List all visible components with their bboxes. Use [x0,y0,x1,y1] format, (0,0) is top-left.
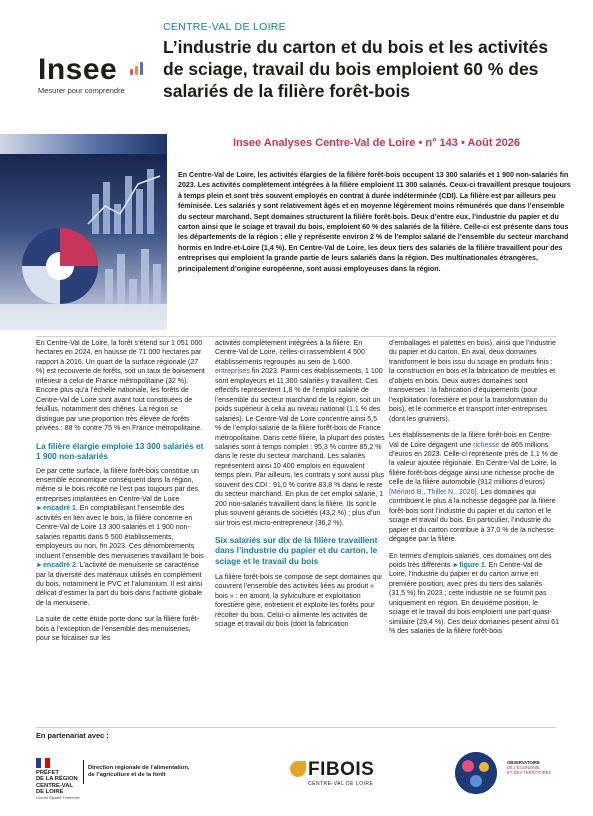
charts-illustration-icon [0,154,167,330]
summary-text: En Centre-Val de Loire, les activités élargies de la filière forêt-bois occupent 13 300 salariés et 1 900 non-salariés fin 2023. Les activités complètement intégrées à la filière emploient 11 300 salariés. Ceux-ci travaillent presque toujours à temps plein et sont très souvent employés en contrat à durée indéterminée (CDI). La filière est par ailleurs peu féminisée. Les salariés y sont relativement âgés et en moyenne légèrement moins rémunérés que dans l’ensemble du secteur marchand. Sept domaines structurent la filière forêt-bois. Deux d’entre eux, l’industrie du papier et du carton ainsi que le sciage et travail du bois, emploient 60 % des salariés de la filière. Celle-ci est présente dans tous les départements de la région ; elle y représente environ 2 % de l’emploi salarié de l’ensemble du secteur marchand hormis en Indre-et-Loire (1,4 %). En Centre-Val de Loire, les deux tiers des salariés de la filière travaillent pour des entreprises qui emploient la grande partie de leurs salariés dans la région. Des multinationales étrangères, principalement d’origine européenne, sont aussi employeuses dans la région. [178,171,571,273]
text-run: activités complètement intégrées à la filière. En Centre-Val de Loire, celles-ci rassemblent 4 500 établissements regroupés au sein de 1 600 [215,340,365,366]
text-line: OBSERVATOIRE [507,760,540,765]
paragraph [389,431,559,544]
fibois-logo [288,757,378,791]
banner-gradient [0,134,167,154]
text-line: Direction régionale de l’alimentation, [88,765,190,771]
region-label: CENTRE-VAL DE LOIRE [163,21,286,33]
section-heading: La filière élargie emploie 13 300 salariés et 1 900 non-salariés [36,440,204,461]
text-run: Les établissements de la filière forêt-bois en Centre-Val de Loire dégagent une [389,432,552,449]
partners-label: En partenariat avec : [36,731,109,740]
text-run: . En Centre-Val de Loire, l’industrie du papier et du carton arrive en première position, avec près du tiers des salariés (31,5 %) fin 2023 ; cette industrie ne se fournit pas uniquement en région. En deuxième position, le sciage et le travail du bois emploient une part quasi-similaire (29,4 %). Ces deux domaines pèsent ainsi 61 % des salariés de la filière forêt-bois [389,561,559,636]
box-reference-link[interactable]: ►encadré 1 [36,505,76,513]
footer-divider [36,727,556,728]
column-1 [36,339,206,651]
text-run: fin 2023. Parmi ces établissements, 1 100 sont employeurs et 11 300 salariés y travaillent. Ces effectifs représentent 1,8 % de l’emploi salarié de l’ensemble du secteur marchand de la région, soit un poids supérieur à celui au niveau national (1,1 % des salariés). Le Centre-Val de Loire concentre ainsi 5,5 % de l’emploi salarié de la filière forêt-bois de France métropolitaine. Dans cette filière, la plupart des postes salariés sont à temps complet : 95,3 % contre 85,2 % dans le reste du secteur marchand. Les salariés représentent ainsi 10 400 emplois en équivalent temps plein. Par ailleurs, les contrats y sont aussi plus souvent des CDI : 91,0 % contre 83,8 % dans le reste du secteur marchand. En plus de cet emploi salarié, 1 200 non-salariés travaillent dans la filière. Ils sont le plus souvent gérants de sociétés (43,2 %) ; plus d’un sur trois est micro-entrepreneur (36,2 %). [215,368,385,527]
paragraph [215,339,385,528]
logo-word: Insee [38,53,118,86]
paragraph: En Centre-Val de Loire, la forêt s’étend sur 1 051 000 hectares en 2024, en hausse de 71 000 hectares par rapport à 2016. Un quart de la surface régionale (27 %) est recouverte de forêts, soit un taux de boisement inférieur à celui de France métropolitaine (32 %). Encore plus qu’à l’échelle nationale, les forêts de Centre-Val de Loire sont avant tout constituées de feuillus, notamment des chênes. La région se distingue par une proportion très élevée de forêts privées : 88 % contre 75 % en France métropolitaine. [36,340,205,433]
text-run: . L’activité de menuiserie se caractérise par la diversité des matériaux utilisés en complément du bois, notamment le PVC et l’aluminium. Il est ainsi délicat d’estimer la part du bois dans l’activité globale de la menuiserie. [36,562,203,607]
text-line: DE LOIRE [36,789,64,796]
paragraph [36,467,206,609]
paragraph: d’emballages et palettes en bois), ainsi que l’industrie du papier et du carton. En aval, deux domaines transforment le bois issu du sciage en produits finis : la construction en bois et la fabrication de meubles et d’objets en bois. Deux autres domaines sont transverses : la fabrication d’équipements (pour l’exploitation forestière et pour la transformation du bois), et le commerce et transport inter-entreprises (dont les grumiers). [389,340,556,423]
draaf-label [88,765,189,780]
text-line: de l’agriculture et de la forêt [88,772,166,779]
column-2 [215,339,385,637]
logo-bars-icon [130,61,148,75]
paragraph: La suite de cette étude porte donc sur la filière forêt-bois à l’exception de l’ensemble des menuiseries, pour se focaliser sur les [36,616,199,643]
observatory-label [507,760,562,775]
emblem-graphic-icon [455,752,497,794]
text-line: ET DES TERRITOIRES [507,770,552,775]
hero-image [0,154,167,330]
text-run: De par cette surface, la filière forêt-bois constitue un ensemble économique conséquent dans la région, même si le bois récolté ne l’est pas toujours par des entreprises implantées en Centre-Val de Loire [36,467,199,503]
text-line: CENTRE-VAL [36,782,73,789]
text-line: DE LA RÉGION [36,776,78,783]
text-line: DE L’ÉCONOMIE [507,765,540,770]
divider [36,336,556,337]
series-label: Insee Analyses Centre-Val de Loire • n° 143 • Août 2026 [233,137,521,149]
section-heading: Six salariés sur dix de la filière travaillent dans l’industrie du papier et du carton, le sciage et le travail du bois [215,535,378,566]
text-run: . Les domaines qui contribuent le plus à la richesse dégagée par la filière forêt-bois sont l’industrie du papier et du carton et le sciage et travail du bois. En particulier, l’industrie du papier et du carton contribue à 37,0 % de la richesse dégagée par la filière. [389,488,556,544]
fibois-subtitle: CENTRE-VAL DE LOIRE [308,781,374,787]
observatory-emblem-icon [455,752,497,794]
box-reference-link[interactable]: ►encadré 2 [36,562,76,570]
text-run: . En comptabilisant l’ensemble des activités en lien avec le bois, la filière concerne en Centre-Val de Loire 13 300 salariés et 1 900 non-salariés répartis dans 5 500 établissements, employeurs ou non, fin 2023. Ces dénombrements incluent l’ensemble des menuiseries travaillant le bois [36,505,204,560]
divider [83,760,84,784]
motto: Liberté Égalité Fraternité [36,794,80,800]
page-title: L’industrie du carton et du bois et les activités de sciage, travail du bois emploient 60 % des salariés de la filière forêt-bois [163,37,549,101]
insee-logo[interactable] [38,55,158,100]
prefecture-logo [36,758,84,798]
fibois-name: FIBOIS [308,759,375,780]
prefecture-name [36,770,84,796]
definition-link[interactable]: richesse [473,441,500,449]
bibliography-link[interactable]: [Ménard B., Thillet N., 2026] [389,488,477,496]
logo-tagline: Mesurer pour comprendre [38,86,125,95]
text-run: En termes d’emplois salariés, ces domaines ont des poids très différents [389,552,552,569]
figure-reference-link[interactable]: ►figure 1 [452,561,485,569]
text-line: PRÉFET [36,770,59,776]
column-3 [389,339,559,644]
french-flag-icon [36,758,50,768]
leaf-icon [290,761,306,777]
paragraph: La filière forêt-bois se compose de sept domaines qui couvrent l’ensemble des activités liées au produit « bois » : en amont, la sylviculture et exploitation forestière gère, entretient et exploite les forêts pour récolter du bois. Celui-ci alimente les activités de sciage et travail du bois (dont la fabrication [215,573,382,629]
text-run: de 865 millions d’euros en 2023. Celle-ci représente près de 1,1 % de la valeur ajoutée régionale. En Centre-Val de Loire, la filière forêt-bois dégage ainsi une richesse proche de celle de la filière automobile (912 millions d’euros) [389,441,558,487]
definition-link[interactable]: entreprises [215,368,250,376]
paragraph [389,552,559,637]
